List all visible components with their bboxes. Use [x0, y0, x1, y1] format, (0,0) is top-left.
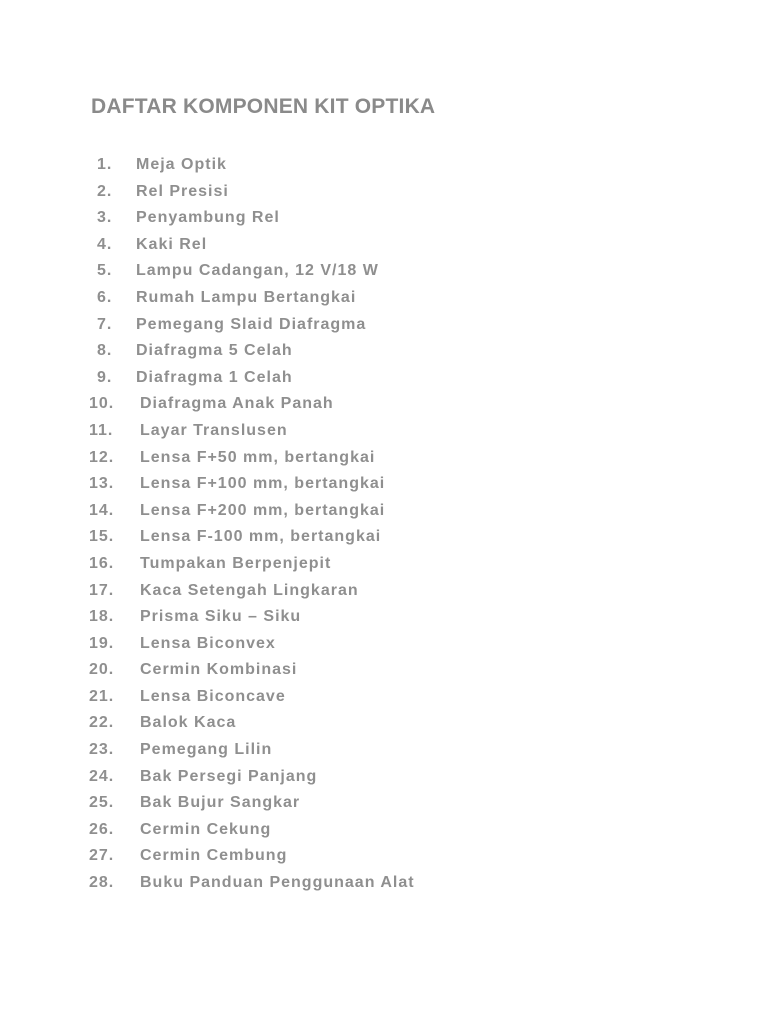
item-text: Meja Optik — [136, 156, 227, 173]
item-text: Pemegang Lilin — [140, 741, 273, 759]
item-text: Cermin Kombinasi — [140, 661, 298, 679]
item-text: Layar Translusen — [140, 421, 288, 439]
item-number: 9. — [97, 368, 113, 386]
item-number: 27. — [89, 847, 115, 865]
item-text: Penyambung Rel — [136, 209, 280, 227]
item-text: Rel Presisi — [136, 182, 229, 200]
item-number: 12. — [89, 448, 115, 466]
item-number: 4. — [97, 235, 113, 253]
item-number: 23. — [89, 741, 115, 759]
item-number: 5. — [97, 262, 113, 280]
document-title: DAFTAR KOMPONEN KIT OPTIKA — [91, 95, 436, 118]
item-number: 6. — [97, 288, 113, 306]
item-number: 28. — [89, 874, 115, 892]
item-text: Diafragma 5 Celah — [136, 342, 293, 360]
item-text: Lensa F-100 mm, bertangkai — [140, 528, 382, 546]
item-text: Prisma Siku – Siku — [140, 608, 302, 626]
item-text: Lensa F+100 mm, bertangkai — [140, 475, 386, 493]
item-text: Diafragma 1 Celah — [136, 368, 293, 386]
item-text: Kaca Setengah Lingkaran — [140, 581, 359, 599]
item-text: Buku Panduan Penggunaan Alat — [140, 874, 415, 892]
item-text: Balok Kaca — [140, 714, 237, 732]
item-number: 15. — [89, 528, 115, 546]
item-number: 20. — [89, 661, 115, 679]
item-number: 25. — [89, 794, 115, 812]
item-text: Rumah Lampu Bertangkai — [136, 288, 357, 306]
item-text: Lensa F+50 mm, bertangkai — [140, 448, 376, 466]
item-text: Pemegang Slaid Diafragma — [136, 315, 367, 333]
item-number: 2. — [97, 182, 113, 200]
item-number: 22. — [89, 714, 115, 732]
item-number: 7. — [97, 315, 113, 333]
item-number: 13. — [89, 475, 115, 493]
item-number: 19. — [89, 634, 115, 652]
item-text: Lensa Biconcave — [140, 687, 286, 705]
item-number: 1. — [97, 156, 113, 173]
item-number: 26. — [89, 820, 115, 838]
item-text: Tumpakan Berpenjepit — [140, 554, 332, 572]
item-text: Bak Bujur Sangkar — [140, 794, 301, 812]
item-text: Lensa F+200 mm, bertangkai — [140, 501, 386, 519]
item-text: Cermin Cembung — [140, 847, 288, 865]
item-number: 14. — [89, 501, 115, 519]
item-text: Diafragma Anak Panah — [140, 395, 334, 413]
item-number: 3. — [97, 209, 113, 227]
item-number: 18. — [89, 608, 115, 626]
item-text: Kaki Rel — [136, 235, 208, 253]
item-number: 21. — [89, 687, 115, 705]
item-text: Lensa Biconvex — [140, 634, 276, 652]
item-number: 16. — [89, 554, 115, 572]
item-number: 11. — [89, 421, 114, 439]
item-text: Cermin Cekung — [140, 820, 272, 838]
item-number: 24. — [89, 767, 115, 785]
item-number: 8. — [97, 342, 113, 360]
item-text: Lampu Cadangan, 12 V/18 W — [136, 262, 379, 280]
item-number: 10. — [89, 395, 115, 413]
item-number: 17. — [89, 581, 115, 599]
item-text: Bak Persegi Panjang — [140, 767, 318, 785]
